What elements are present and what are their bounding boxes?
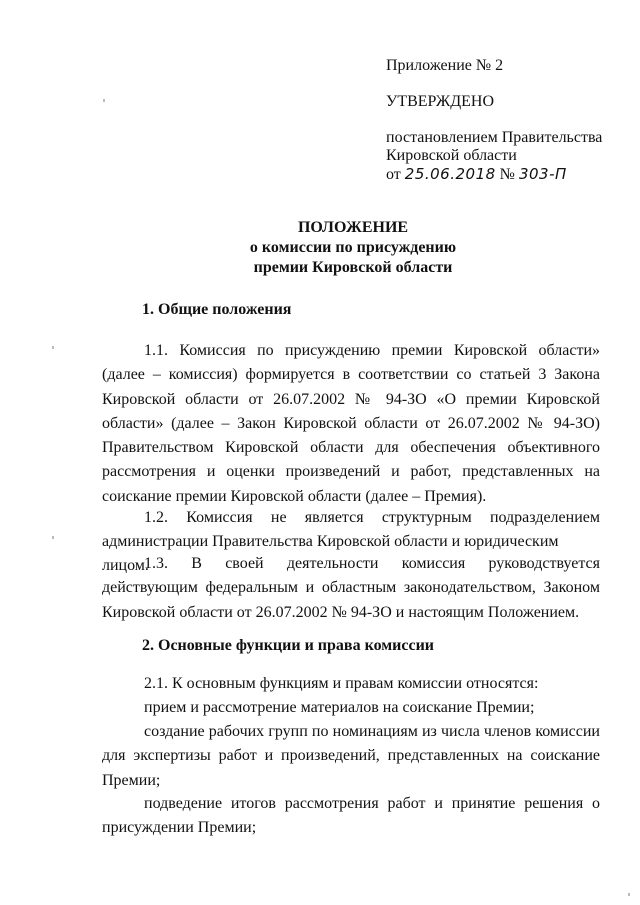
- decree-date-line: [386, 164, 567, 185]
- scan-mark: [628, 893, 630, 896]
- list-item-1: прием и рассмотрение материалов на соискание Премии;: [144, 699, 535, 716]
- paragraph-1-2-line-1: 1.2. Комиссия не является структурным подразделением: [144, 509, 600, 526]
- paragraph-1-3: 1.3. В своей деятельности комиссия руководствуется действующим федеральным и областным законодательством, Законом Кировской области от 26.07.2002 № 94-ЗО и настоящим Положением.: [102, 555, 600, 621]
- section-1-heading: 1. Общие положения: [142, 301, 292, 318]
- approved-label: УТВЕРЖДЕНО: [386, 93, 495, 110]
- paragraph-1-1: 1.1. Комиссия по присуждению премии Кировской области» (далее – комиссия) формируется в соответствии со статьей 3 Закона Кировской области от 26.07.2002 № 94-ЗО «О премии Кировской области» (далее – Закон Кировской области от 26.07.2002 № 94-ЗО) Правительством Кировской области для обеспечения объективного рассмотрения и оценки произведений и работ, представленных на соискание премии Кировской области (далее – Премия).: [102, 342, 600, 505]
- paragraph-1-2-line-2: администрации Правительства Кировской области и юридическим лицом.: [102, 533, 559, 574]
- decree-number-handwritten: 303-П: [518, 165, 567, 183]
- document-subtitle-2: премии Кировской области: [253, 259, 453, 276]
- decree-number-sign: №: [499, 166, 515, 183]
- appendix-label: Приложение № 2: [386, 57, 504, 74]
- list-item-2: создание рабочих групп по номинациям из числа членов комиссии для экспертизы работ и произведений, представленных на соискание Премии;: [102, 723, 600, 789]
- decree-line-2: Кировской области: [386, 147, 517, 164]
- scan-mark: [52, 536, 54, 539]
- decree-line-1: постановлением Правительства: [386, 129, 603, 146]
- list-item-3: подведение итогов рассмотрения работ и принятие решения о присуждении Премии;: [102, 795, 600, 837]
- scan-mark: [103, 99, 105, 102]
- scan-mark: [52, 346, 54, 349]
- decree-date-handwritten: 25.06.2018: [404, 165, 496, 183]
- paragraph-2-1: 2.1. К основным функциям и правам комиссии относятся:: [144, 675, 539, 692]
- document-title: ПОЛОЖЕНИЕ: [297, 219, 409, 236]
- section-2-heading: 2. Основные функции и права комиссии: [142, 637, 435, 654]
- document-subtitle-1: о комиссии по присуждению: [249, 239, 457, 256]
- decree-prefix: от: [386, 166, 401, 183]
